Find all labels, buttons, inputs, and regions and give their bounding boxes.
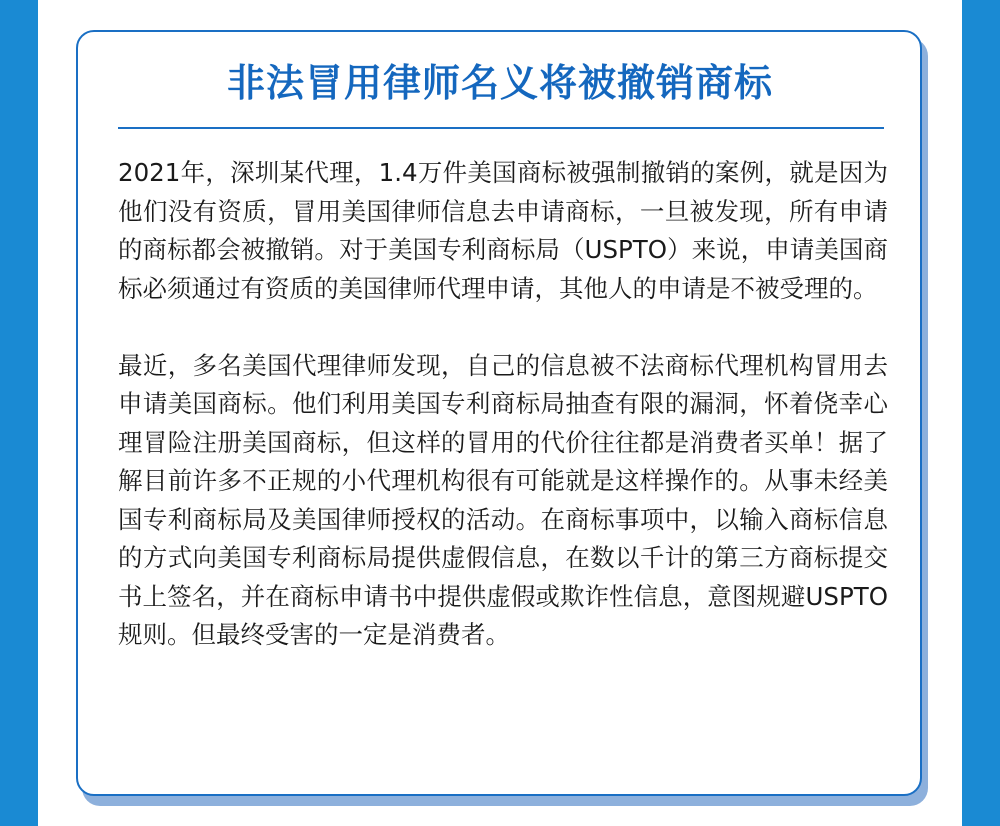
- article-body: [118, 154, 888, 655]
- right-side-bar: [962, 0, 1000, 826]
- paragraph-2: 最近，多名美国代理律师发现，自己的信息被不法商标代理机构冒用去申请美国商标。他们利用美国专利商标局抽查有限的漏洞，怀着侥幸心理冒险注册美国商标，但这样的冒用的代价往往都是消费者买单！据了解目前许多不正规的小代理机构很有可能就是这样操作的。从事未经美国专利商标局及美国律师授权的活动。在商标事项中，以输入商标信息的方式向美国专利商标局提供虚假信息，在数以千计的第三方商标提交书上签名，并在商标申请书中提供虚假或欺诈性信息，意图规避USPTO规则。但最终受害的一定是消费者。: [118, 350, 888, 649]
- left-side-bar: [0, 0, 38, 826]
- article-title: 非法冒用律师名义将被撤销商标: [226, 61, 773, 105]
- paragraph-1: 2021年，深圳某代理，1.4万件美国商标被强制撤销的案例，就是因为他们没有资质，冒用美国律师信息去申请商标，一旦被发现，所有申请的商标都会被撤销。对于美国专利商标局（USPTO）来说，申请美国商标必须通过有资质的美国律师代理申请，其他人的申请是不被受理的。: [118, 158, 888, 303]
- title-divider: [118, 127, 884, 129]
